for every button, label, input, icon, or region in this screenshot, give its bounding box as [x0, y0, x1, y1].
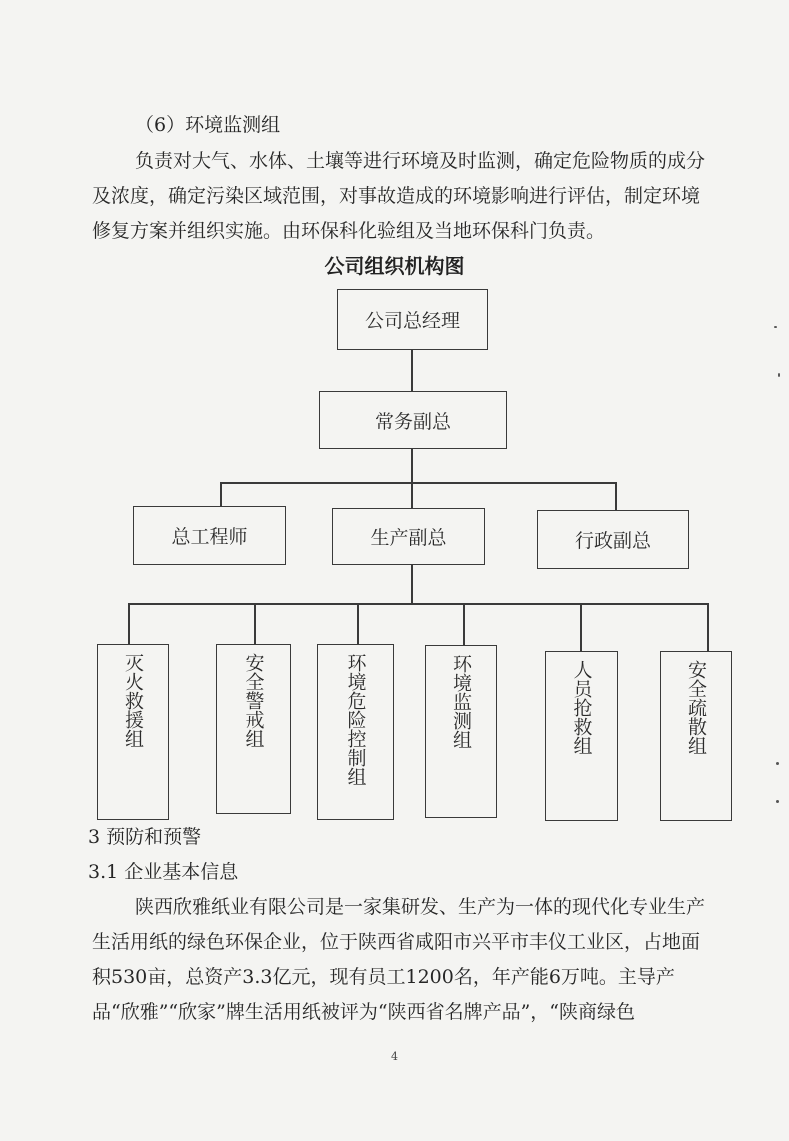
paragraph-line: 负责对大气、水体、土壤等进行环境及时监测，确定危险物质的成分	[135, 150, 706, 172]
connector-line	[411, 564, 413, 604]
org-group-label: 安全警戒组	[242, 653, 265, 748]
org-group-label: 环境危险控制组	[344, 653, 367, 786]
connector-line	[128, 603, 708, 605]
paragraph-line: 陕西欣雅纸业有限公司是一家集研发、生产为一体的现代化专业生产	[135, 896, 706, 918]
connector-line	[615, 482, 617, 511]
scan-speck	[776, 800, 779, 803]
section3-heading: 3 预防和预警	[88, 826, 202, 848]
connector-line	[707, 603, 709, 652]
paragraph-line: 及浓度，确定污染区域范围，对事故造成的环境影响进行评估，制定环境	[92, 185, 701, 207]
org-box-label: 常务副总	[374, 410, 451, 433]
paragraph-line: 积530亩，总资产3.3亿元，现有员工1200名，年产能6万吨。主导产	[92, 966, 675, 988]
org-group-personnel-rescue	[545, 651, 618, 821]
org-box-general-manager	[337, 289, 488, 350]
scan-speck	[778, 373, 780, 377]
org-box-label: 公司总经理	[364, 310, 460, 332]
org-group-env-hazard-control	[317, 644, 394, 820]
scan-speck	[776, 762, 779, 765]
connector-line	[220, 482, 222, 507]
org-group-safe-evacuation	[660, 651, 732, 821]
connector-line	[580, 603, 582, 652]
section-heading: （6）环境监测组	[135, 114, 281, 136]
connector-line	[357, 603, 359, 645]
org-box-label: 行政副总	[574, 530, 651, 552]
paragraph-line: 品“欣雅”“欣家”牌生活用纸被评为“陕西省名牌产品”，“陕商绿色	[92, 1001, 635, 1023]
section3-subheading: 3.1 企业基本信息	[88, 861, 239, 883]
org-group-label: 人员抢救组	[570, 660, 593, 755]
org-box-label: 生产副总	[370, 527, 447, 549]
paragraph-line: 生活用纸的绿色环保企业，位于陕西省咸阳市兴平市丰仪工业区，占地面	[92, 931, 701, 953]
org-group-env-monitoring	[425, 645, 497, 818]
connector-line	[254, 603, 256, 645]
org-group-fire-rescue	[97, 644, 169, 820]
org-chart-title: 公司组织机构图	[324, 254, 465, 278]
org-box-executive-deputy	[319, 391, 507, 449]
connector-line	[411, 449, 413, 483]
connector-line	[463, 603, 465, 646]
paragraph-line: 修复方案并组织实施。由环保科化验组及当地环保科门负责。	[92, 220, 606, 242]
connector-line	[128, 603, 130, 645]
scan-speck	[774, 326, 777, 328]
org-box-admin-deputy	[537, 510, 689, 569]
connector-line	[220, 482, 616, 484]
org-group-label: 环境监测组	[450, 654, 472, 749]
org-box-label: 总工程师	[171, 526, 248, 548]
org-group-label: 灭火救援组	[122, 653, 144, 748]
page-number: 4	[391, 1050, 398, 1063]
org-group-label: 安全疏散组	[685, 660, 707, 755]
org-group-security-cordon	[216, 644, 291, 814]
connector-line	[411, 349, 413, 392]
org-box-chief-engineer	[133, 506, 286, 565]
connector-line	[411, 482, 413, 509]
org-box-production-deputy	[332, 508, 485, 565]
